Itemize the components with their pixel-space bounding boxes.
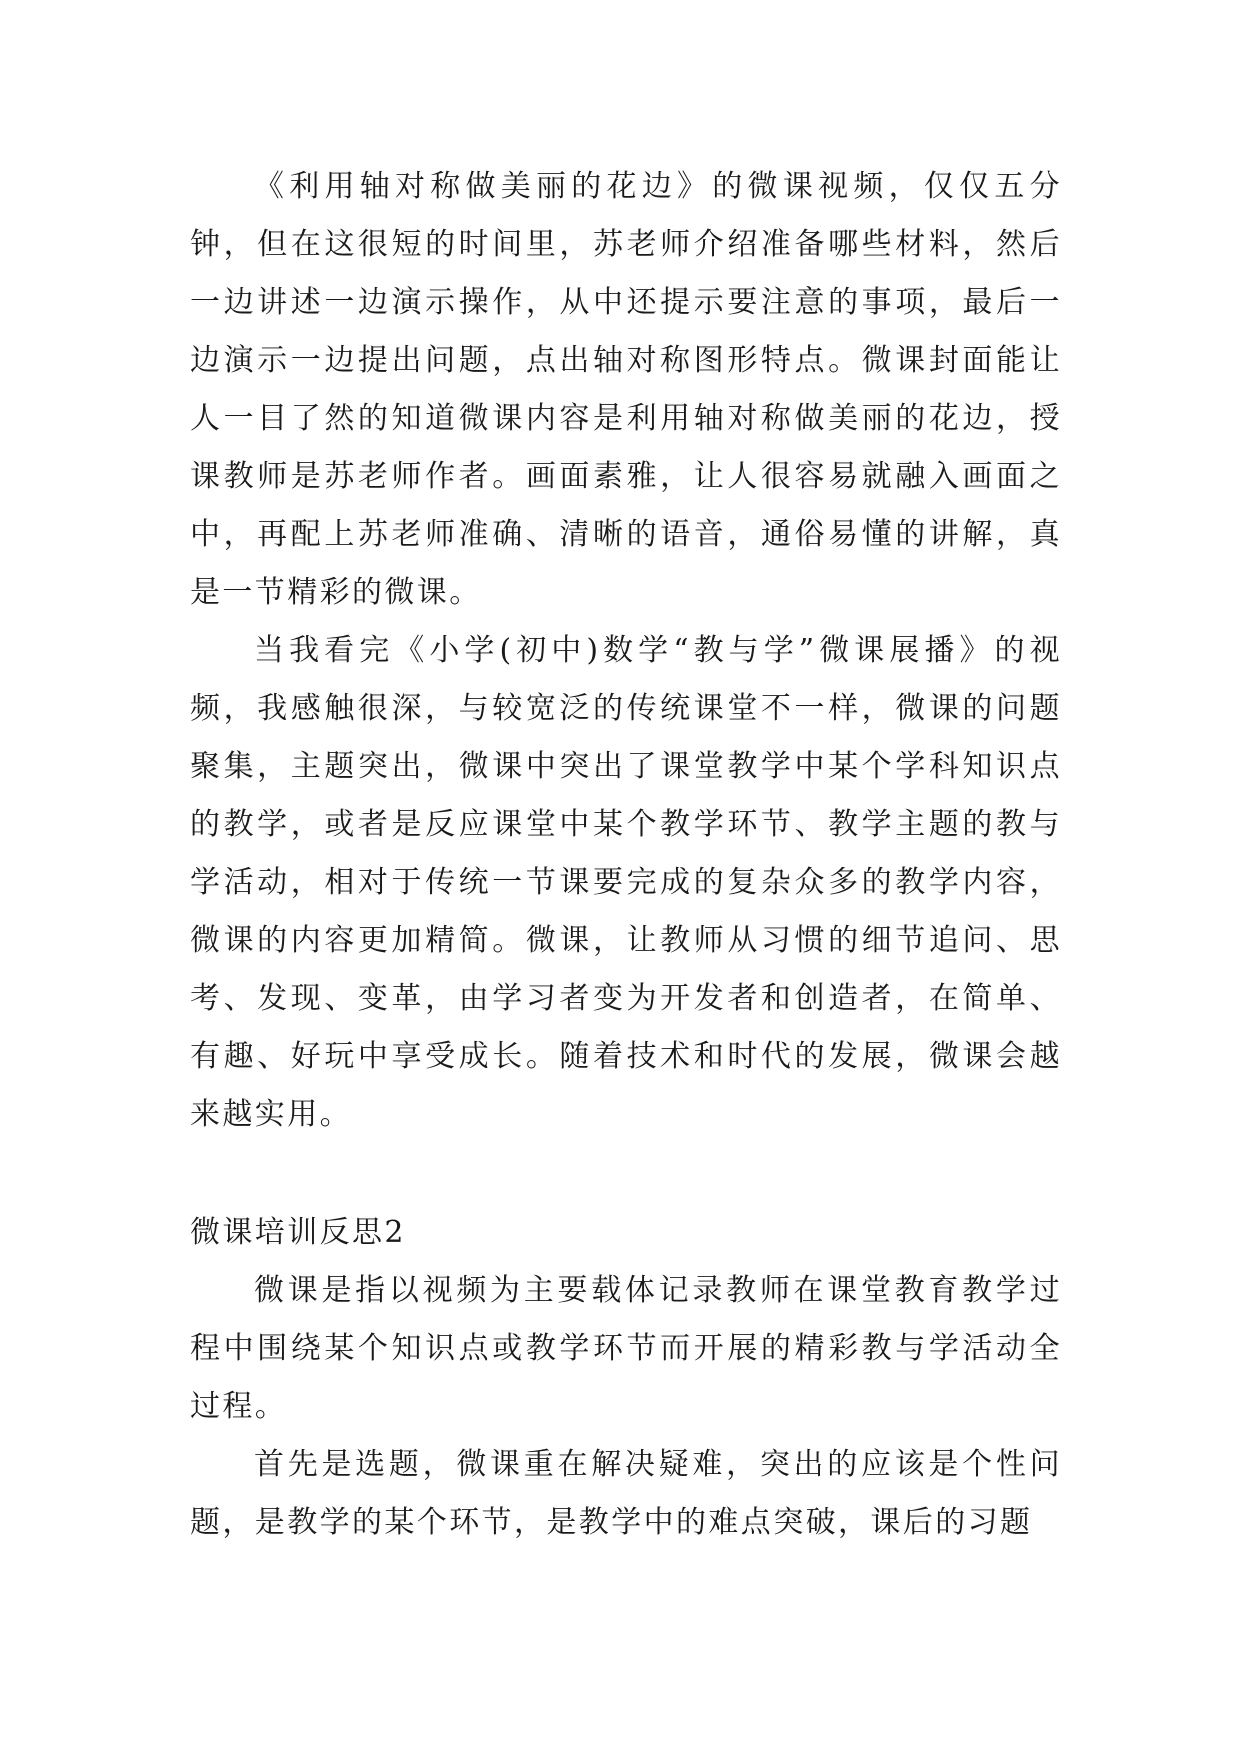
paragraph-2: 当我看完《小学(初中)数学“教与学”微课展播》的视频，我感触很深，与较宽泛的传统课堂不一样，微课的问题聚集，主题突出，微课中突出了课堂教学中某个学科知识点的教学，或者是反应课堂中某个教学环节、教学主题的教与学活动，相对于传统一节课要完成的复杂众多的教学内容，微课的内容更加精简。微课，让教师从习惯的细节追问、思考、发现、变革，由学习者变为开发者和创造者，在简单、有趣、好玩中享受成长。随着技术和时代的发展，微课会越来越实用。 xyxy=(190,633,1062,1132)
paragraph-1: 《利用轴对称做美丽的花边》的微课视频，仅仅五分钟，但在这很短的时间里，苏老师介绍准备哪些材料，然后一边讲述一边演示操作，从中还提示要注意的事项，最后一边演示一边提出问题，点出轴对称图形特点。微课封面能让人一目了然的知道微课内容是利用轴对称做美丽的花边，授课教师是苏老师作者。画面素雅，让人很容易就融入画面之中，再配上苏老师准确、清晰的语音，通俗易懂的讲解，真是一节精彩的微课。 xyxy=(190,169,1062,610)
paragraph-3: 微课是指以视频为主要载体记录教师在课堂教育教学过程中围绕某个知识点或教学环节而开展的精彩教与学活动全过程。 xyxy=(190,1273,1062,1424)
paragraph-4: 首先是选题，微课重在解决疑难，突出的应该是个性问题，是教学的某个环节，是教学中的难点突破，课后的习题 xyxy=(190,1447,1062,1540)
document-body xyxy=(190,158,1062,1552)
section-heading: 微课培训反思2 xyxy=(190,1215,406,1250)
